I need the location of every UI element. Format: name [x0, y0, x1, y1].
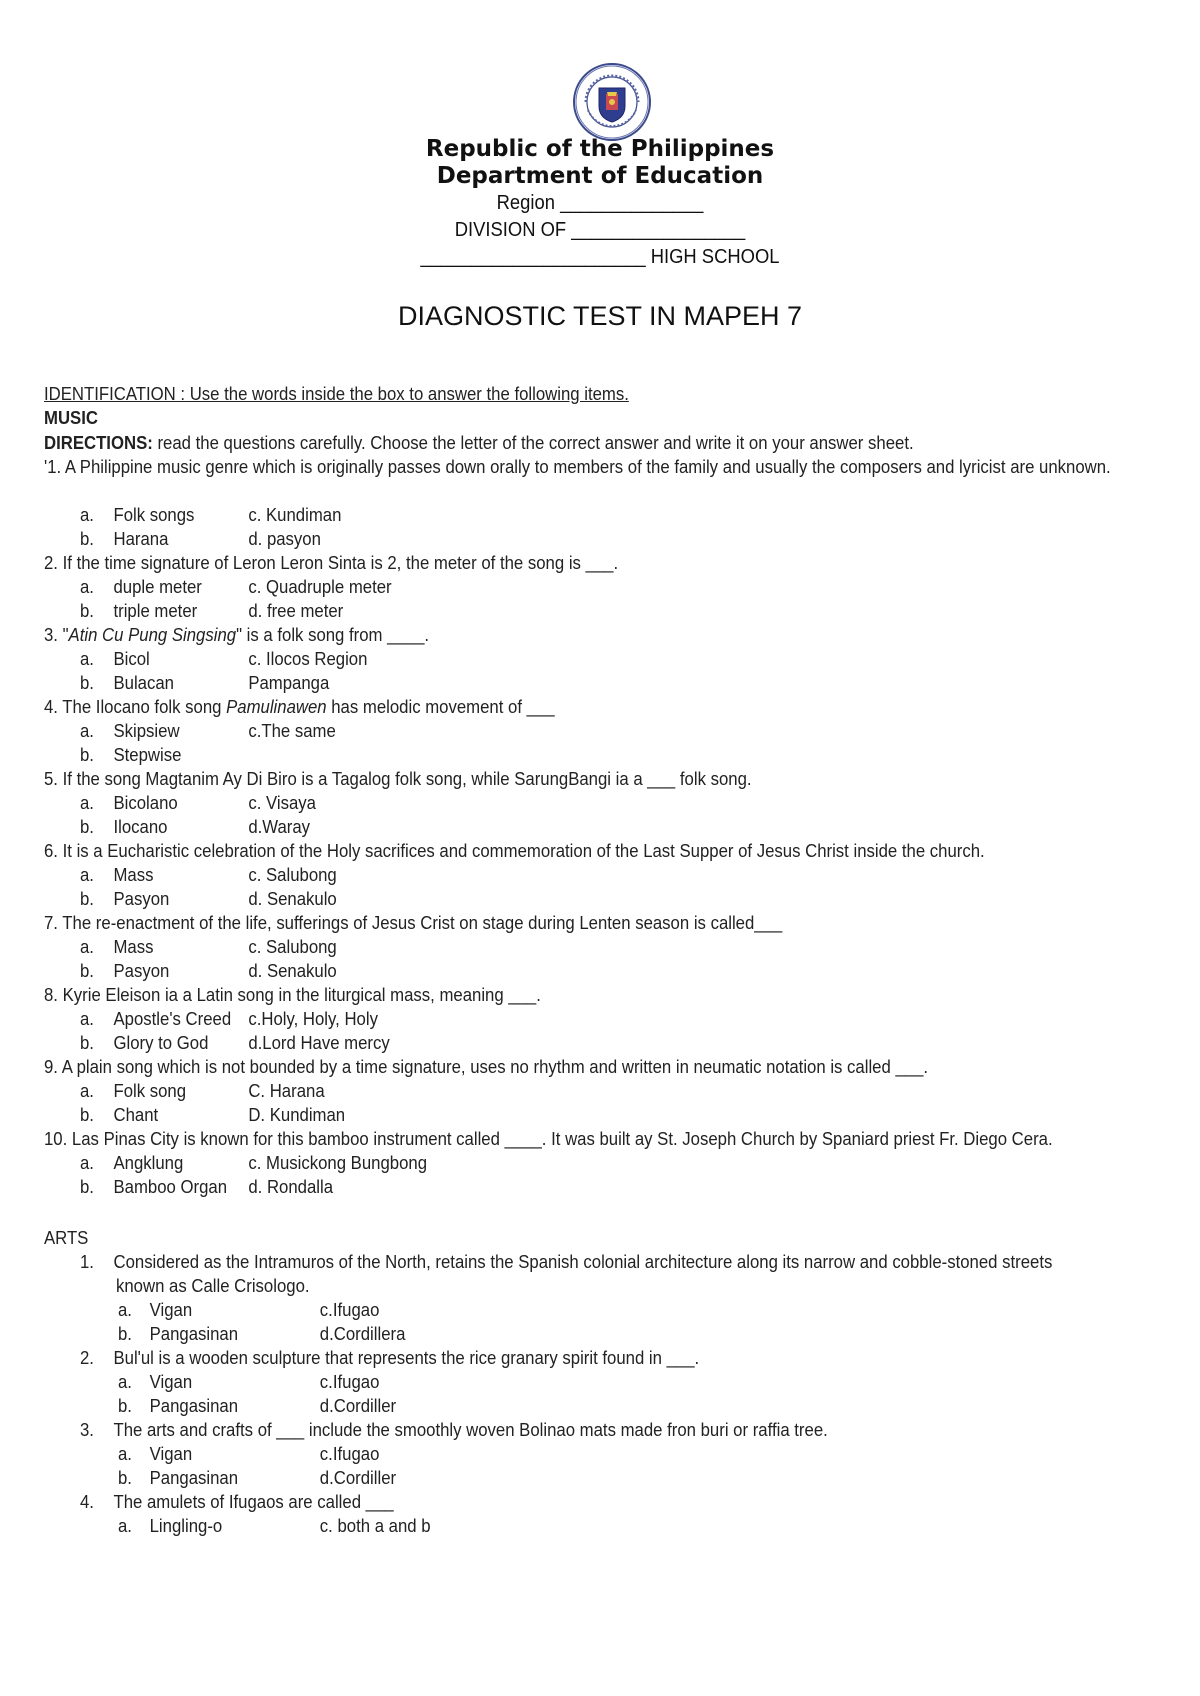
- choice-option: d.Waray: [248, 817, 311, 837]
- choice-option: Pasyon: [113, 889, 170, 909]
- choice-marker: a.: [80, 505, 94, 525]
- choice-marker: b.: [118, 1324, 132, 1344]
- choice-option: d. Senakulo: [248, 889, 337, 909]
- choice-option: Vigan: [149, 1444, 193, 1464]
- choice-option: Harana: [113, 529, 169, 549]
- choice-option: Pangasinan: [149, 1324, 239, 1344]
- choice-option: Stepwise: [113, 745, 182, 765]
- choice-option: Bicolano: [113, 793, 178, 813]
- choice-marker: a.: [118, 1444, 132, 1464]
- choice-option: duple meter: [113, 577, 202, 597]
- arts-heading: ARTS: [44, 1228, 89, 1248]
- choice-option: c. Kundiman: [248, 505, 342, 525]
- choice-marker: a.: [80, 865, 94, 885]
- music-question-2: 2. If the time signature of Leron Leron Sinta is 2, the meter of the song is ___.: [44, 553, 619, 573]
- choice-option: Lingling-o: [149, 1516, 223, 1536]
- choice-marker: b.: [80, 601, 94, 621]
- music-question-10: 10. Las Pinas City is known for this bamboo instrument called ____. It was built ay St. Joseph Church by Spaniard priest Fr. Diego Cera.: [44, 1129, 1053, 1149]
- arts-question-1-continued: known as Calle Crisologo.: [116, 1276, 310, 1296]
- arts-question-1: [80, 1250, 1122, 1275]
- choice-option: Chant: [113, 1105, 159, 1125]
- choice-option: d. free meter: [248, 601, 344, 621]
- choice-option: Apostle's Creed: [113, 1009, 232, 1029]
- choice-marker: b.: [80, 817, 94, 837]
- music-question-3: [44, 623, 1086, 648]
- choice-row: [80, 1007, 1122, 1032]
- choice-option: d.Lord Have mercy: [248, 1033, 390, 1053]
- question-text: 3. ": [44, 625, 69, 645]
- choice-option: Pampanga: [248, 673, 330, 693]
- choice-option: c.Ifugao: [319, 1300, 380, 1320]
- choice-option: c. Visaya: [248, 793, 316, 813]
- choice-row: [118, 1322, 1160, 1347]
- choice-row: [80, 671, 1122, 696]
- music-question-8: 8. Kyrie Eleison ia a Latin song in the liturgical mass, meaning ___.: [44, 985, 541, 1005]
- music-question-6: 6. It is a Eucharistic celebration of the Holy sacrifices and commemoration of the Last Supper of Jesus Christ inside the church.: [44, 841, 985, 861]
- choice-row: [80, 719, 1122, 744]
- choice-marker: a.: [118, 1372, 132, 1392]
- choice-option: Mass: [113, 937, 154, 957]
- choice-marker: b.: [80, 1105, 94, 1125]
- choice-marker: a.: [80, 1009, 94, 1029]
- choice-option: Folk songs: [113, 505, 195, 525]
- department-heading: Department of Education: [436, 163, 764, 189]
- choice-row: [80, 527, 1122, 552]
- question-text: has melodic movement of ___: [326, 697, 555, 717]
- choice-marker: b.: [80, 673, 94, 693]
- choice-marker: a.: [80, 721, 94, 741]
- choice-row: [80, 815, 1122, 840]
- choice-row: [80, 791, 1122, 816]
- choice-option: d. Rondalla: [248, 1177, 334, 1197]
- choice-marker: a.: [118, 1300, 132, 1320]
- choice-option: Vigan: [149, 1300, 193, 1320]
- question-number: 2.: [80, 1348, 94, 1368]
- question-text: The amulets of Ifugaos are called ___: [113, 1492, 394, 1512]
- choice-marker: b.: [80, 745, 94, 765]
- song-title: Pamulinawen: [226, 697, 327, 717]
- choice-row: [80, 935, 1122, 960]
- choice-row: [80, 1103, 1122, 1128]
- republic-heading: Republic of the Philippines: [425, 136, 775, 162]
- choice-option: Vigan: [149, 1372, 193, 1392]
- directions-text: read the questions carefully. Choose the letter of the correct answer and write it on your answer sheet.: [152, 433, 914, 453]
- choice-row: [80, 1175, 1122, 1200]
- choice-option: Pangasinan: [149, 1468, 239, 1488]
- choice-option: Bulacan: [113, 673, 174, 693]
- choice-row: [80, 575, 1122, 600]
- choice-row: [80, 1079, 1122, 1104]
- music-question-1: '1. A Philippine music genre which is originally passes down orally to members of the family and usually the composers and lyricist are unknown.: [44, 457, 1111, 477]
- question-text: Considered as the Intramuros of the North, retains the Spanish colonial architecture along its narrow and cobble-stoned streets: [113, 1252, 1053, 1272]
- music-question-5: 5. If the song Magtanim Ay Di Biro is a Tagalog folk song, while SarungBangi ia a ___ folk song.: [44, 769, 752, 789]
- music-question-9: 9. A plain song which is not bounded by a time signature, uses no rhythm and written in neumatic notation is called ___.: [44, 1057, 929, 1077]
- choice-row: [80, 599, 1122, 624]
- choice-option: Skipsiew: [113, 721, 180, 741]
- choice-row: [80, 887, 1122, 912]
- choice-marker: a.: [80, 649, 94, 669]
- music-question-4: [44, 695, 1086, 720]
- song-title: Atin Cu Pung Singsing: [68, 625, 237, 645]
- choice-row: [118, 1466, 1160, 1491]
- choice-option: Pangasinan: [149, 1396, 239, 1416]
- choice-row: [80, 1151, 1122, 1176]
- choice-option: d.Cordiller: [319, 1396, 397, 1416]
- arts-question-2: [80, 1346, 1122, 1371]
- choice-marker: a.: [80, 1081, 94, 1101]
- choice-option: c.Ifugao: [319, 1372, 380, 1392]
- choice-marker: b.: [80, 961, 94, 981]
- choice-row: [80, 863, 1122, 888]
- choice-marker: b.: [80, 529, 94, 549]
- choice-option: Ilocano: [113, 817, 168, 837]
- question-number: 4.: [80, 1492, 94, 1512]
- choice-marker: b.: [80, 1177, 94, 1197]
- choice-option: c. Salubong: [248, 937, 337, 957]
- music-question-7: 7. The re-enactment of the life, sufferings of Jesus Crist on stage during Lenten season is called___: [44, 913, 783, 933]
- choice-option: D. Kundiman: [248, 1105, 346, 1125]
- choice-option: c. Quadruple meter: [248, 577, 392, 597]
- choice-row: [118, 1394, 1160, 1419]
- choice-marker: b.: [118, 1468, 132, 1488]
- choice-option: d. pasyon: [248, 529, 321, 549]
- question-text: The arts and crafts of ___ include the smoothly woven Bolinao mats made fron buri or raffia tree.: [113, 1420, 828, 1440]
- question-text: " is a folk song from ____.: [236, 625, 430, 645]
- choice-option: c.Ifugao: [319, 1444, 380, 1464]
- question-text: 4. The Ilocano folk song: [44, 697, 227, 717]
- choice-marker: a.: [80, 577, 94, 597]
- choice-option: Angklung: [113, 1153, 184, 1173]
- region-line: Region ______________: [496, 192, 704, 214]
- test-title: DIAGNOSTIC TEST IN MAPEH 7: [397, 301, 803, 331]
- choice-option: Mass: [113, 865, 154, 885]
- choice-option: triple meter: [113, 601, 198, 621]
- choice-option: Folk song: [113, 1081, 187, 1101]
- choice-option: c. Salubong: [248, 865, 337, 885]
- choice-row: [118, 1442, 1160, 1467]
- choice-row: [118, 1298, 1160, 1323]
- choice-marker: a.: [80, 937, 94, 957]
- choice-marker: a.: [80, 793, 94, 813]
- question-number: 1.: [80, 1252, 94, 1272]
- choice-marker: b.: [80, 889, 94, 909]
- identification-instruction: IDENTIFICATION : Use the words inside the box to answer the following items.: [44, 384, 629, 404]
- choice-option: C. Harana: [248, 1081, 325, 1101]
- choice-marker: b.: [80, 1033, 94, 1053]
- choice-option: c.The same: [248, 721, 336, 741]
- choice-option: d. Senakulo: [248, 961, 337, 981]
- choice-option: Pasyon: [113, 961, 170, 981]
- directions-line: [44, 431, 1086, 456]
- choice-option: c. Musickong Bungbong: [248, 1153, 428, 1173]
- arts-question-3: [80, 1418, 1122, 1443]
- choice-option: c.Holy, Holy, Holy: [248, 1009, 378, 1029]
- choice-marker: b.: [118, 1396, 132, 1416]
- choice-option: Bicol: [113, 649, 150, 669]
- choice-option: d.Cordillera: [319, 1324, 406, 1344]
- choice-option: c. Ilocos Region: [248, 649, 368, 669]
- choice-option: d.Cordiller: [319, 1468, 397, 1488]
- choice-row: [80, 503, 1122, 528]
- choice-option: Glory to God: [113, 1033, 209, 1053]
- music-heading: [44, 406, 1086, 431]
- choice-row: [80, 959, 1122, 984]
- choice-marker: a.: [80, 1153, 94, 1173]
- choice-row: [80, 1031, 1122, 1056]
- choice-row: [80, 743, 1122, 768]
- deped-seal-icon: [572, 62, 652, 142]
- question-number: 3.: [80, 1420, 94, 1440]
- school-line: ______________________ HIGH SCHOOL: [420, 246, 780, 268]
- question-text: Bul'ul is a wooden sculpture that represents the rice granary spirit found in ___.: [113, 1348, 700, 1368]
- choice-marker: a.: [118, 1516, 132, 1536]
- directions-label: DIRECTIONS:: [44, 433, 153, 453]
- arts-question-4: [80, 1490, 1122, 1515]
- choice-option: Bamboo Organ: [113, 1177, 228, 1197]
- music-heading-text: MUSIC: [44, 408, 98, 428]
- choice-row: [118, 1370, 1160, 1395]
- choice-option: c. both a and b: [319, 1516, 431, 1536]
- division-line: DIVISION OF _________________: [454, 219, 746, 241]
- choice-row: [118, 1514, 1160, 1539]
- choice-row: [80, 647, 1122, 672]
